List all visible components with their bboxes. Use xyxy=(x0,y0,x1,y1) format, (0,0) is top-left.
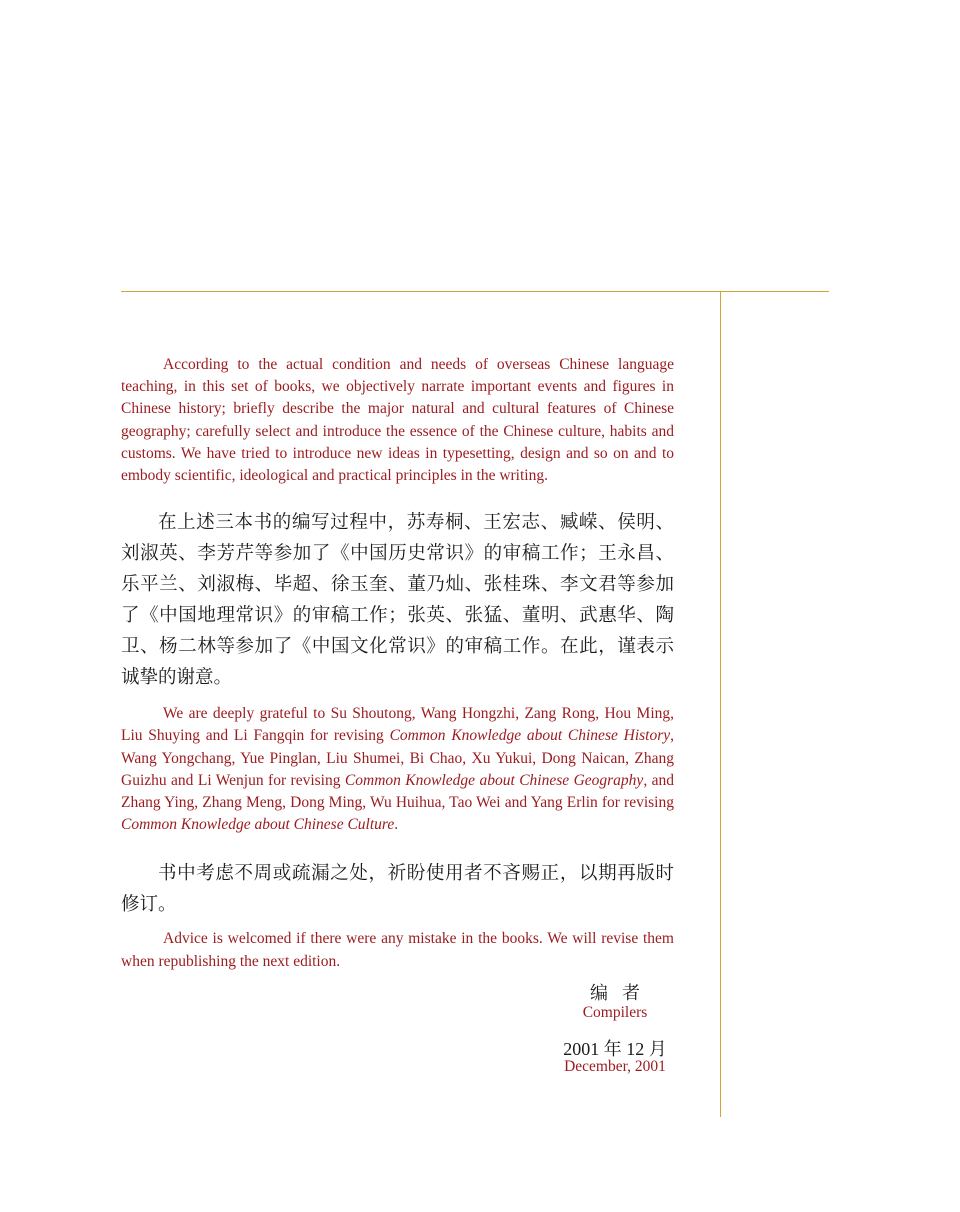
preface-body xyxy=(121,354,674,973)
paragraph-intro-en: According to the actual condition and needs of overseas Chinese language teaching, in this set of books, we objectively narrate important events and figures in Chinese history; briefly describe the major natural and cultural features of Chinese geography; carefully select and introduce the essence of the Chinese culture, habits and customs. We have tried to introduce new ideas in typesetting, design and so on and to embody scientific, ideological and practical principles in the writing. xyxy=(121,356,674,485)
paragraph-advice-zh: 书中考虑不周或疏漏之处，祈盼使用者不吝赐正，以期再版时修订。 xyxy=(121,863,674,916)
book-title-history: Common Knowledge about Chinese History xyxy=(389,727,671,745)
date-label-en: December, 2001 xyxy=(564,1058,666,1075)
book-title-culture: Common Knowledge about Chinese Culture xyxy=(121,816,395,834)
ack-text-part4: . xyxy=(394,816,399,834)
paragraph-acknowledgement-zh: 在上述三本书的编写过程中，苏寿桐、王宏志、臧嵘、侯明、刘淑英、李芳芹等参加了《中国历史常识》的审稿工作；王永昌、乐平兰、刘淑梅、毕超、徐玉奎、董乃灿、张桂珠、李文君等参加了《中国地理常识》的审稿工作；张英、张猛、董明、武惠华、陶卫、杨二林等参加了《中国文化常识》的审稿工作。在此，谨表示诚挚的谢意。 xyxy=(121,512,674,689)
book-title-geography: Common Knowledge about Chinese Geography xyxy=(344,771,644,789)
paragraph-advice-en: Advice is welcomed if there were any mistake in the books. We will revise them when republishing the next edition. xyxy=(121,930,674,970)
ack-text-part1: We are deeply grateful to Su Shoutong, Wang Hongzhi, Zang Rong, Hou Ming, Liu Shuying and Li Fangqin for revising xyxy=(121,705,674,745)
right-vertical-rule xyxy=(720,291,721,1117)
paragraph-acknowledgement-en xyxy=(121,703,674,836)
compilers-label-en: Compilers xyxy=(582,1004,648,1021)
date-label-zh: 2001 年 12 月 xyxy=(563,1039,667,1059)
ack-text-part2: , Wang Yongchang, Yue Pinglan, Liu Shumei, Bi Chao, Xu Yukui, Dong Naican, Zhang Guizhu and Li Wenjun for revising xyxy=(121,727,674,789)
compilers-label-zh: 编者 xyxy=(590,983,654,1004)
ack-text-part3: , and Zhang Ying, Zhang Meng, Dong Ming, Wu Huihua, Tao Wei and Yang Erlin for revising xyxy=(121,771,674,812)
top-horizontal-rule xyxy=(121,291,829,292)
